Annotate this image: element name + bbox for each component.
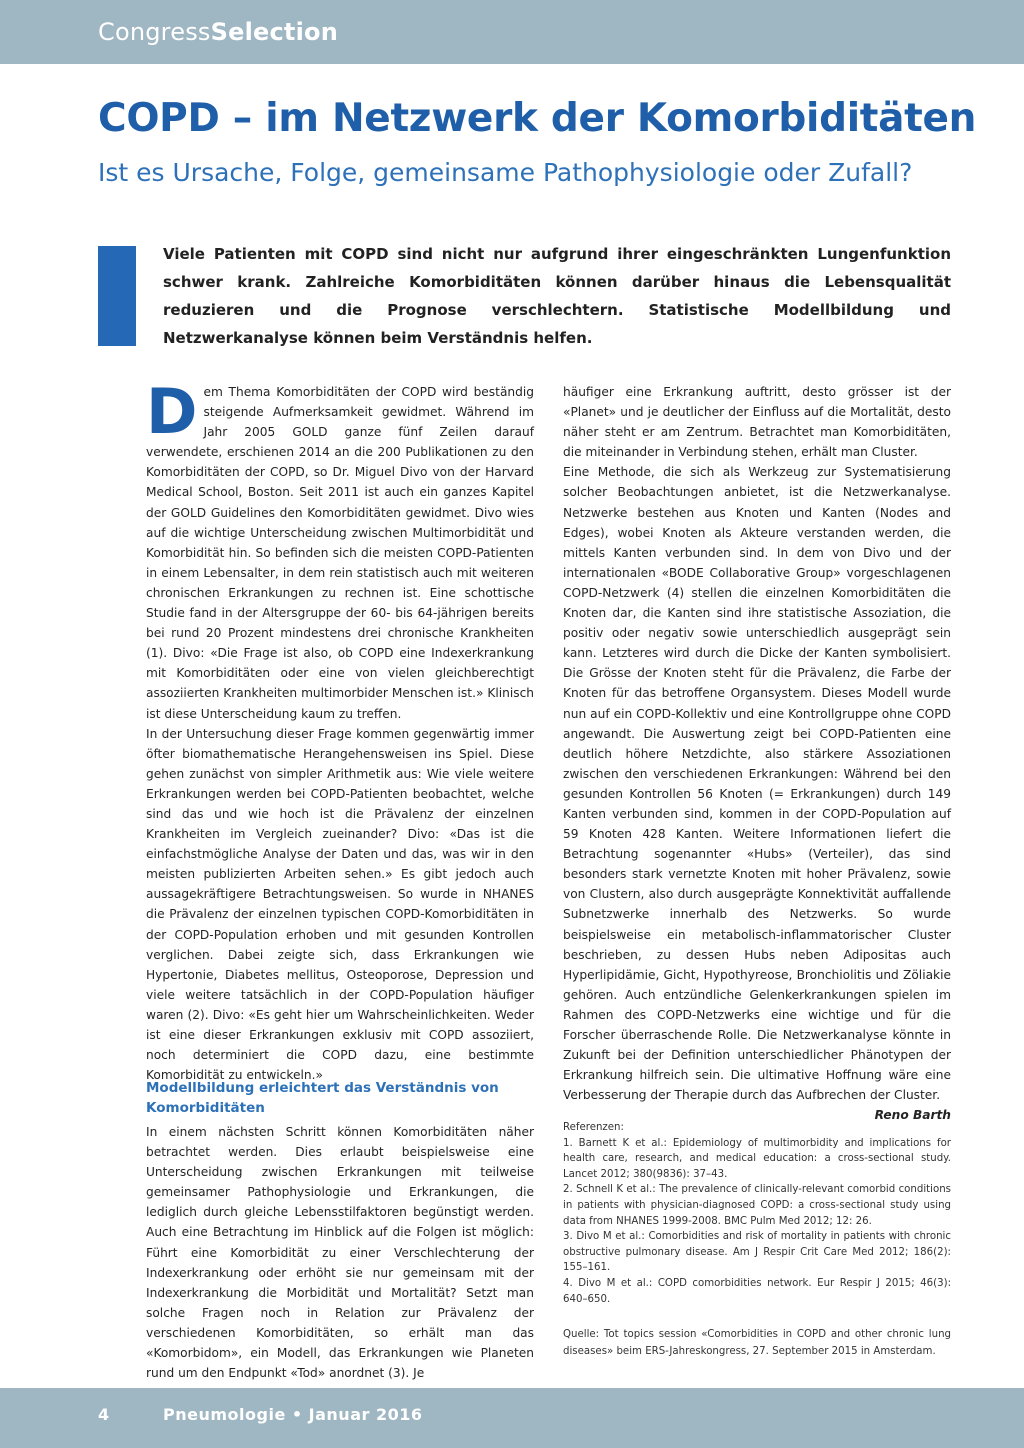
article-subtitle: Ist es Ursache, Folge, gemeinsame Pathophysiologie oder Zufall? <box>98 158 913 187</box>
column-left-top <box>146 375 534 1085</box>
column-right <box>563 382 951 1125</box>
drop-cap: D <box>146 375 198 448</box>
body-paragraph-2: In der Untersuchung dieser Frage kommen gegenwärtig immer öfter biomathematische Herangehensweisen ins Spiel. Diese gehen zunächst von simpler Arithmetik aus: Wie viele weitere Erkrankungen werden bei COPD-Patienten beobachtet, welche sind das und wie hoch ist die Prävalenz der einzelnen Krankheiten im Vergleich zueinander? Divo: «Das ist die einfachstmögliche Analyse der Daten und das, was wir in den meisten publizierten Arbeiten sehen.» Es gibt jedoch auch aussagekräftigere Betrachtungsweisen. So wurde in NHANES die Prävalenz der einzelnen typischen COPD-Komorbiditäten in der COPD-Population erhoben und mit gesunden Kontrollen verglichen. Dabei zeigte sich, dass Erkrankungen wie Hypertonie, Diabetes mellitus, Osteoporose, Depression und viele weitere tatsächlich in der COPD-Population häufiger waren (2). Divo: «Es geht hier um Wahrscheinlichkeiten. Weder ist eine dieser Erkrankungen exklusiv mit COPD assoziiert, noch determiniert die COPD dazu, eine bestimmte Komorbidität zu entwickeln.» <box>146 726 534 1083</box>
footer-bar <box>0 1388 1024 1448</box>
lead-paragraph: Viele Patienten mit COPD sind nicht nur aufgrund ihrer eingeschränkten Lungenfunktion schwer krank. Zahlreiche Komorbiditäten können darüber hinaus die Lebensqualität reduzieren und die Prognose verschlechtern. Statistische Modellbildung und Netzwerkanalyse können beim Verständnis helfen. <box>163 245 951 347</box>
brand-light: Congress <box>98 18 211 46</box>
body-paragraph-5-text: Eine Methode, die sich als Werkzeug zur Systematisierung solcher Beobachtungen anbietet, ist die Netzwerkanalyse. Netzwerke bestehen aus Knoten und Kanten (Nodes and Edges), wobei Knoten als Akteure verstanden werden, die mittels Kanten verbunden sind. In dem von Divo und der internationalen «BODE Collaborative Group» vorgeschlagenen COPD-Netzwerk (4) stellen die einzelnen Komorbiditäten die Knoten dar, die Kanten sind ihre statistische Assoziation, die positiv oder negativ sowie unterschiedlich ausgeprägt sein kann. Letzteres wird durch die Dicke der Kanten symbolisiert. Die Grösse der Knoten steht für die Prävalenz, die Farbe der Knoten für das betroffene Organsystem. Dieses Modell wurde nun auf ein COPD-Kollektiv und eine Kontrollgruppe ohne COPD angewandt. Die Auswertung zeigt bei COPD-Patienten eine deutlich höhere Netzdichte, also stärkere Assoziationen zwischen den verschiedenen Erkrankungen: Während bei den gesunden Kontrollen 56 Knoten (= Erkrankungen) durch 149 Kanten verbunden sind, kommen in der COPD-Population auf 59 Knoten 428 Kanten. Weitere Informationen liefert die Betrachtung sogenannter «Hubs» (Verteiler), das sind besonders stark vernetzte Knoten mit hoher Prävalenz, sowie von Clustern, also durch ausgeprägte Konnektivität auffallende Subnetzwerke innerhalb des Netzwerks. So wurde beispielsweise ein metabolisch-inflammatorischer Cluster beschrieben, zu dessen Hubs neben Adipositas auch Hyperlipidämie, Gicht, Hypothyreose, Bronchiolitis und Zöliakie gehören. Auch entzündliche Gelenkerkrankungen spielen im Rahmen des COPD-Netzwerks eine wichtige und für die Forscher überraschende Rolle. Die Netzwerkanalyse könnte in Zukunft bei der Definition unterschiedlicher Phänotypen der Erkrankung hilfreich sein. Die ultimative Hoffnung wäre eine Verbesserung der Therapie durch das Aufbrechen der Cluster. <box>563 465 951 1103</box>
reference-item: 2. Schnell K et al.: The prevalence of clinically-relevant comorbid conditions in patients with physician-diagnosed COPD: a cross-sectional study using data from NHANES 1999-2008. BMC Pulm Med 2012; 12: 26. <box>563 1184 951 1227</box>
body-paragraph-3: In einem nächsten Schritt können Komorbiditäten näher betrachtet werden. Dies erlaubt beispielsweise eine Unterscheidung zwischen Erkrankungen mit teilweise gemeinsamer Pathophysiologie und Erkrankungen, die lediglich durch gleiche Lebensstilfaktoren begünstigt werden. Auch eine Betrachtung im Hinblick auf die Folgen ist möglich: Führt eine Komorbidität zu einer Verschlechterung der Indexerkrankung oder erhöht sie nur gemeinsam mit der Indexerkrankung die Morbidität und Mortalität? Setzt man solche Fragen noch in Relation zur Prävalenz der verschiedenen Komorbiditäten, so erhält man das «Komorbidom», ein Modell, das Erkrankungen wie Planeten rund um den Endpunkt «Tod» anordnet (3). Je <box>146 1125 534 1381</box>
body-paragraph-1: em Thema Komorbiditäten der COPD wird beständig steigende Aufmerksamkeit gewidmet. Während im Jahr 2005 GOLD ganze fünf Zeilen darauf verwendete, erschienen 2014 an die 200 Publikationen zu den Komorbiditäten der COPD, so Dr. Miguel Divo von der Harvard Medical School, Boston. Seit 2011 ist auch ein ganzes Kapitel der GOLD Guidelines den Komorbiditäten gewidmet. Divo wies auf die wichtige Unterscheidung zwischen Multimorbidität und Komorbidität hin. So befinden sich die meisten COPD-Patienten in einem Lebensalter, in dem rein statistisch auch mit weiteren chronischen Erkrankungen zu rechnen ist. Eine schottische Studie fand in der Altersgruppe der 60- bis 64-jährigen bereits bei rund 20 Prozent mindestens drei chronische Krankheiten (1). Divo: «Die Frage ist also, ob COPD eine Indexerkrankung mit Komorbiditäten oder eine von vielen gleichberechtigt assoziierten Krankheiten multimorbider Menschen ist.» Klinisch ist diese Unterscheidung kaum zu treffen. <box>146 385 534 721</box>
page-number: 4 <box>98 1405 110 1424</box>
body-paragraph-4: häufiger eine Erkrankung auftritt, desto grösser ist der «Planet» und je deutlicher der Einfluss auf die Mortalität, desto näher steht er am Zentrum. Betrachtet man Komorbiditäten, die miteinander in Verbindung stehen, erhält man Cluster. <box>563 385 951 460</box>
reference-item: 3. Divo M et al.: Comorbidities and risk of mortality in patients with chronic obstructive pulmonary disease. Am J Respir Crit Care Med 2012; 186(2): 155–161. <box>563 1231 951 1274</box>
body-paragraph-5 <box>563 462 951 1123</box>
column-left-bottom <box>146 1122 534 1383</box>
reference-item: 4. Divo M et al.: COPD comorbidities network. Eur Respir J 2015; 46(3): 640–650. <box>563 1277 951 1305</box>
source-note: Quelle: Tot topics session «Comorbidities in COPD and other chronic lung diseases» beim ERS-Jahreskongress, 27. September 2015 in Amsterdam. <box>563 1329 951 1357</box>
section-heading: Modellbildung erleichtert das Verständnis von Komorbiditäten <box>146 1080 499 1116</box>
lead-accent-bar <box>98 246 136 346</box>
references-heading: Referenzen: <box>563 1122 624 1133</box>
journal-issue: Pneumologie • Januar 2016 <box>163 1405 423 1424</box>
references <box>563 1120 951 1307</box>
brand-logo <box>98 18 338 46</box>
reference-item: 1. Barnett K et al.: Epidemiology of multimorbidity and implications for health care, research, and medical education: a cross-sectional study. Lancet 2012; 380(9836): 37–43. <box>563 1137 951 1180</box>
brand-bold: Selection <box>210 18 338 46</box>
author-name: Reno Barth <box>874 1108 951 1123</box>
article-title: COPD – im Netzwerk der Komorbiditäten <box>98 96 977 141</box>
